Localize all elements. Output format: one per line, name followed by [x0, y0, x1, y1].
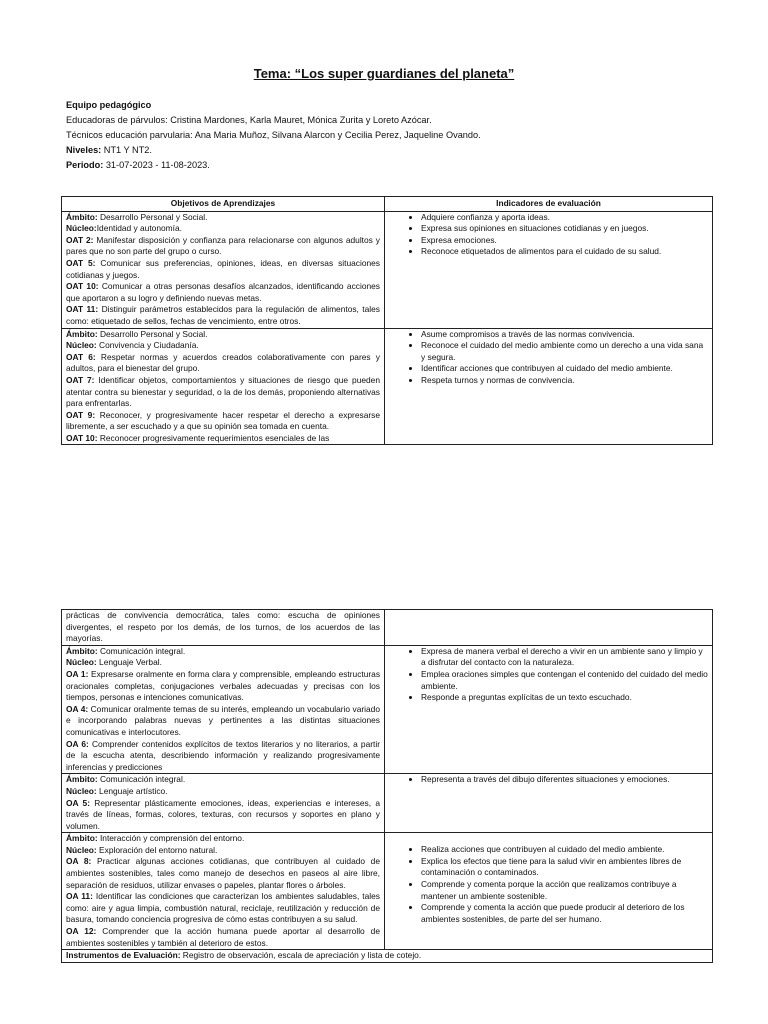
- indicator-item: • Emplea oraciones simples que contengan el contenido del cuidado del medio ambiente.: [421, 669, 708, 692]
- table-row: [62, 610, 713, 646]
- objective-line: OAT 7: Identificar objetos, comportamientos y situaciones de riesgo que pueden atentar contra su bienestar y seguridad, o la de los demás, proponiendo alternativas para enfrentarlas.: [66, 374, 380, 409]
- table-row: [62, 211, 713, 328]
- objective-line: Núcleo: Lenguaje Verbal.: [66, 657, 162, 668]
- indicators-cell: [385, 211, 713, 328]
- objective-line: Núcleo:Identidad y autonomía.: [66, 223, 182, 234]
- objective-line: Ámbito: Desarrollo Personal y Social.: [66, 328, 208, 339]
- indicator-item: • Expresa de manera verbal el derecho a vivir en un ambiente sano y limpio y a disfrutar del contacto con la naturaleza.: [421, 646, 708, 669]
- objective-line: OA 6: Comprender contenidos explícitos de textos literarios y no literarios, a partir de la escucha atenta, describiendo información y realizando progresivamente inferencias y predicciones: [66, 738, 380, 772]
- objective-line: OA 1: Expresarse oralmente en forma clara y comprensible, empleando estructuras oracionales completas, conjugaciones verbales adecuadas y precisas con los tiempos, personas e intenciones comunicativas.: [66, 668, 381, 703]
- objectives-cell: [62, 328, 385, 445]
- objective-line: OA 11: Identificar las condiciones que caracterizan los ambientes saludables, tales como: aire y agua limpia, combustión natural, reciclaje, reutilización y reducción de basura, tomando conciencia progresiva de cómo estas contribuyen a su salud.: [66, 891, 380, 925]
- indicator-item: • Representa a través del dibujo diferentes situaciones y emociones.: [421, 774, 708, 786]
- objective-line: Núcleo: Exploración del entorno natural.: [66, 844, 218, 855]
- team-info: [66, 98, 716, 173]
- empty-cell: [385, 610, 713, 646]
- indicators-cell: [385, 774, 713, 833]
- objective-line: Núcleo: Convivencia y Ciudadanía.: [66, 340, 199, 351]
- objective-line: OAT 11: Distinguir parámetros establecidos para la regulación de alimentos, tales como: etiquetado de sellos, fechas de vencimiento, entre otros.: [66, 304, 380, 326]
- objectives-cell: [62, 645, 385, 774]
- indicator-item: • Comprende y comenta porque la acción que realizamos contribuye a mantener un ambiente sostenible.: [421, 879, 708, 902]
- educadoras-line: Educadoras de párvulos: Cristina Mardones, Karla Mauret, Mónica Zurita y Loreto Azócar.: [66, 115, 432, 125]
- table-row: [62, 774, 713, 833]
- team-heading: Equipo pedagógico: [66, 100, 152, 110]
- niveles-line: Niveles: NT1 Y NT2.: [66, 145, 152, 155]
- indicator-item: • Asume compromisos a través de las normas convivencia.: [421, 329, 708, 341]
- indicator-item: • Comprende y comenta la acción que puede producir al deterioro de los ambientes sostenibles, de parte del ser humano.: [421, 902, 708, 925]
- objectives-cell: [62, 833, 385, 950]
- objectives-table-2: [61, 609, 713, 963]
- header-objectives: Objetivos de Aprendizajes: [62, 197, 385, 212]
- objective-line: Ámbito: Desarrollo Personal y Social.: [66, 211, 208, 222]
- indicator-item: • Expresa emociones.: [421, 235, 708, 247]
- indicators-cell: [385, 833, 713, 950]
- indicator-item: • Realiza acciones que contribuyen al cuidado del medio ambiente.: [421, 844, 708, 856]
- objective-line: Ámbito: Interacción y comprensión del entorno.: [66, 833, 245, 844]
- page-title: Tema: “Los super guardianes del planeta”: [253, 66, 515, 81]
- objective-line: OAT 2: Manifestar disposición y confianza para relacionarse con algunos adultos y pares que no son parte del grupo o curso.: [66, 234, 380, 257]
- objective-line: OAT 10: Comunicar a otras personas desafíos alcanzados, identificando acciones que aportaron a su logro y definiendo nuevas metas.: [66, 281, 380, 303]
- objective-line: OAT 10: Reconocer progresivamente requerimientos esenciales de las: [66, 432, 330, 443]
- objective-line: OAT 9: Reconocer, y progresivamente hacer respetar el derecho a expresarse libremente, a ser escuchado y a que su opinión sea tomada en cuenta.: [66, 409, 380, 432]
- objective-line: OA 12: Comprender que la acción humana puede aportar al desarrollo de ambientes sostenibles y también al deterioro de estos.: [66, 926, 380, 948]
- objective-line: OA 5: Representar plásticamente emociones, ideas, experiencias e intereses, a través de líneas, formas, colores, texturas, con recursos y soportes en plano y volumen.: [66, 797, 380, 831]
- table-row: [62, 328, 713, 445]
- header-indicators: Indicadores de evaluación: [385, 197, 713, 212]
- indicators-cell: [385, 328, 713, 445]
- objectives-cell: [62, 774, 385, 833]
- objective-line: Núcleo: Lenguaje artístico.: [66, 785, 168, 796]
- indicator-item: • Identificar acciones que contribuyen al cuidado del medio ambiente.: [421, 363, 708, 375]
- objective-line: OAT 5: Comunicar sus preferencias, opiniones, ideas, en diversas situaciones cotidianas y juegos.: [66, 257, 380, 280]
- indicator-item: • Expresa sus opiniones en situaciones cotidianas y en juegos.: [421, 223, 708, 235]
- indicator-item: • Explica los efectos que tiene para la salud vivir en ambientes libres de contaminación o contaminados.: [421, 856, 708, 879]
- objective-line: Ámbito: Comunicación integral.: [66, 645, 186, 656]
- table-header-row: [62, 197, 713, 212]
- indicator-item: • Adquiere confianza y aporta ideas.: [421, 212, 708, 224]
- objective-line: OAT 6: Respetar normas y acuerdos creados colaborativamente con pares y adultos, para el bienestar del grupo.: [66, 351, 380, 374]
- objectives-table-1: [61, 196, 713, 445]
- indicator-item: • Reconoce etiquetados de alimentos para el cuidado de su salud.: [421, 246, 708, 258]
- objective-line: Ámbito: Comunicación integral.: [66, 774, 186, 785]
- objective-line: OA 8: Practicar algunas acciones cotidianas, que contribuyen al cuidado de ambientes sostenibles, tales como manejo de desechos en paseos al aire libre, separación de residuos, utilizar envases o papeles, plantar flores o árboles.: [66, 856, 380, 890]
- table-row: [62, 645, 713, 774]
- periodo-line: Periodo: 31-07-2023 - 11-08-2023.: [66, 160, 210, 170]
- objectives-cell: [62, 211, 385, 328]
- evaluation-instruments: Instrumentos de Evaluación: Registro de observación, escala de apreciación y lista de cotejo.: [62, 950, 713, 963]
- indicator-item: • Reconoce el cuidado del medio ambiente como un derecho a una vida sana y segura.: [421, 340, 708, 363]
- tecnicos-line: Técnicos educación parvularia: Ana Maria Muñoz, Silvana Alarcon y Cecilia Perez, Jaqueline Ovando.: [66, 130, 481, 140]
- continuation-cell: [62, 610, 385, 646]
- table-row: [62, 833, 713, 950]
- indicator-item: • Respeta turnos y normas de convivencia.: [421, 375, 708, 387]
- footer-row: [62, 950, 713, 963]
- objective-line: OA 4: Comunicar oralmente temas de su interés, empleando un vocabulario variado e incorporando palabras nuevas y pertinentes a las distintas situaciones comunicativas e interlocutores.: [66, 703, 380, 737]
- indicators-cell: [385, 645, 713, 774]
- continuation-text: prácticas de convivencia democrática, tales como: escucha de opiniones divergentes, el respeto por los demás, de los turnos, de los acuerdos de las mayorías.: [66, 610, 380, 644]
- indicator-item: • Responde a preguntas explícitas de un texto escuchado.: [421, 692, 708, 704]
